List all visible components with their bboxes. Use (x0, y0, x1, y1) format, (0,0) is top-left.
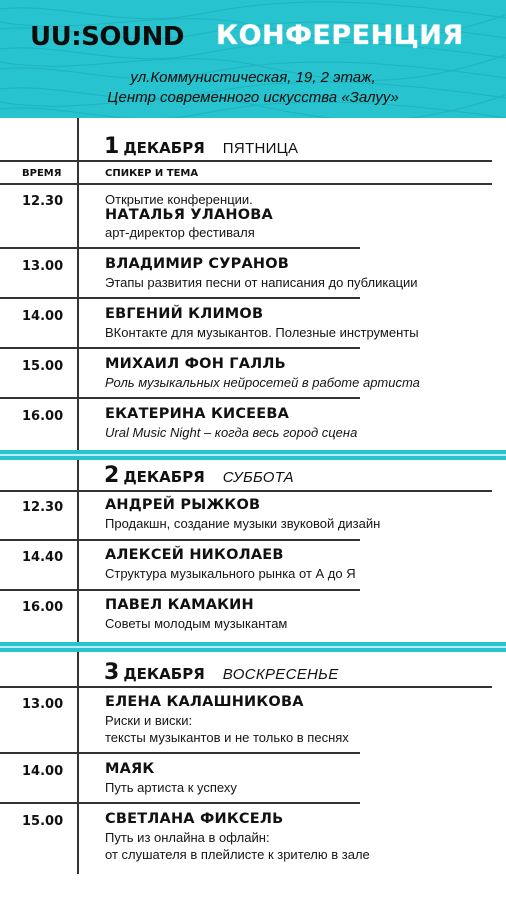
speaker-name: АНДРЕЙ РЫЖКОВ (105, 497, 261, 513)
session-time: 12.30 (22, 194, 64, 209)
session-time: 12.30 (22, 500, 64, 515)
divider (0, 752, 360, 754)
address-line-1: ул.Коммунистическая, 19, 2 этаж, (130, 69, 376, 86)
festival-logo: UU:SOUND (30, 22, 184, 52)
divider (0, 183, 492, 185)
divider (0, 802, 360, 804)
speaker-column-header: СПИКЕР И ТЕМА (105, 168, 199, 179)
session-topic: ВКонтакте для музыкантов. Полезные инструменты (105, 325, 419, 340)
column-divider (77, 118, 79, 452)
session-topic: Открытие конференции. (105, 192, 253, 207)
day-separator (0, 450, 506, 460)
day-heading: 2 ДЕКАБРЯ СУББОТА (104, 463, 294, 488)
speaker-name: АЛЕКСЕЙ НИКОЛАЕВ (105, 547, 284, 563)
day-heading: 1 ДЕКАБРЯ ПЯТНИЦА (104, 134, 299, 159)
speaker-name: МАЯК (105, 761, 155, 777)
session-topic: Риски и виски: (105, 713, 193, 728)
session-time: 16.00 (22, 409, 64, 424)
session-time: 16.00 (22, 600, 64, 615)
day-heading: 3 ДЕКАБРЯ ВОСКРЕСЕНЬЕ (104, 660, 339, 685)
speaker-name: НАТАЛЬЯ УЛАНОВА (105, 207, 273, 223)
divider (78, 160, 492, 162)
time-column-header: ВРЕМЯ (22, 168, 62, 179)
session-topic: Советы молодым музыкантам (105, 616, 288, 631)
session-topic: Ural Music Night – когда весь город сцена (105, 425, 358, 440)
speaker-name: ЕВГЕНИЙ КЛИМОВ (105, 306, 264, 322)
session-topic: Продакшн, создание музыки звуковой дизайн (105, 516, 381, 531)
session-time: 13.00 (22, 697, 64, 712)
session-topic: от слушателя в плейлисте к зрителю в зале (105, 847, 370, 862)
speaker-name: ЕКАТЕРИНА КИСЕЕВА (105, 406, 290, 422)
divider (0, 539, 360, 541)
session-topic: Путь артиста к успеху (105, 780, 237, 795)
session-topic: арт-директор фестиваля (105, 225, 255, 240)
session-time: 15.00 (22, 359, 64, 374)
divider (0, 347, 360, 349)
session-topic: Этапы развития песни от написания до публикации (105, 275, 418, 290)
session-time: 13.00 (22, 259, 64, 274)
address-line-2: Центр современного искусства «Залуу» (107, 89, 399, 106)
divider (0, 160, 77, 162)
session-topic: Структура музыкального рынка от А до Я (105, 566, 356, 581)
speaker-name: ВЛАДИМИР СУРАНОВ (105, 256, 289, 272)
speaker-name: МИХАИЛ ФОН ГАЛЛЬ (105, 356, 286, 372)
session-time: 14.40 (22, 550, 64, 565)
divider (0, 297, 360, 299)
session-time: 14.00 (22, 764, 64, 779)
speaker-name: ПАВЕЛ КАМАКИН (105, 597, 254, 613)
speaker-name: СВЕТЛАНА ФИКСЕЛЬ (105, 811, 284, 827)
header-banner (0, 0, 506, 118)
divider (0, 589, 360, 591)
day-separator (0, 642, 506, 652)
divider (0, 247, 360, 249)
session-time: 15.00 (22, 814, 64, 829)
speaker-name: ЕЛЕНА КАЛАШНИКОВА (105, 694, 304, 710)
session-time: 14.00 (22, 309, 64, 324)
session-topic: Путь из онлайна в офлайн: (105, 830, 270, 845)
divider (0, 490, 492, 492)
column-divider (77, 460, 79, 644)
session-topic: Роль музыкальных нейросетей в работе артиста (105, 375, 420, 390)
divider (0, 686, 492, 688)
session-topic: тексты музыкантов и не только в песнях (105, 730, 349, 745)
divider (0, 397, 360, 399)
page-title: КОНФЕРЕНЦИЯ (216, 20, 464, 51)
